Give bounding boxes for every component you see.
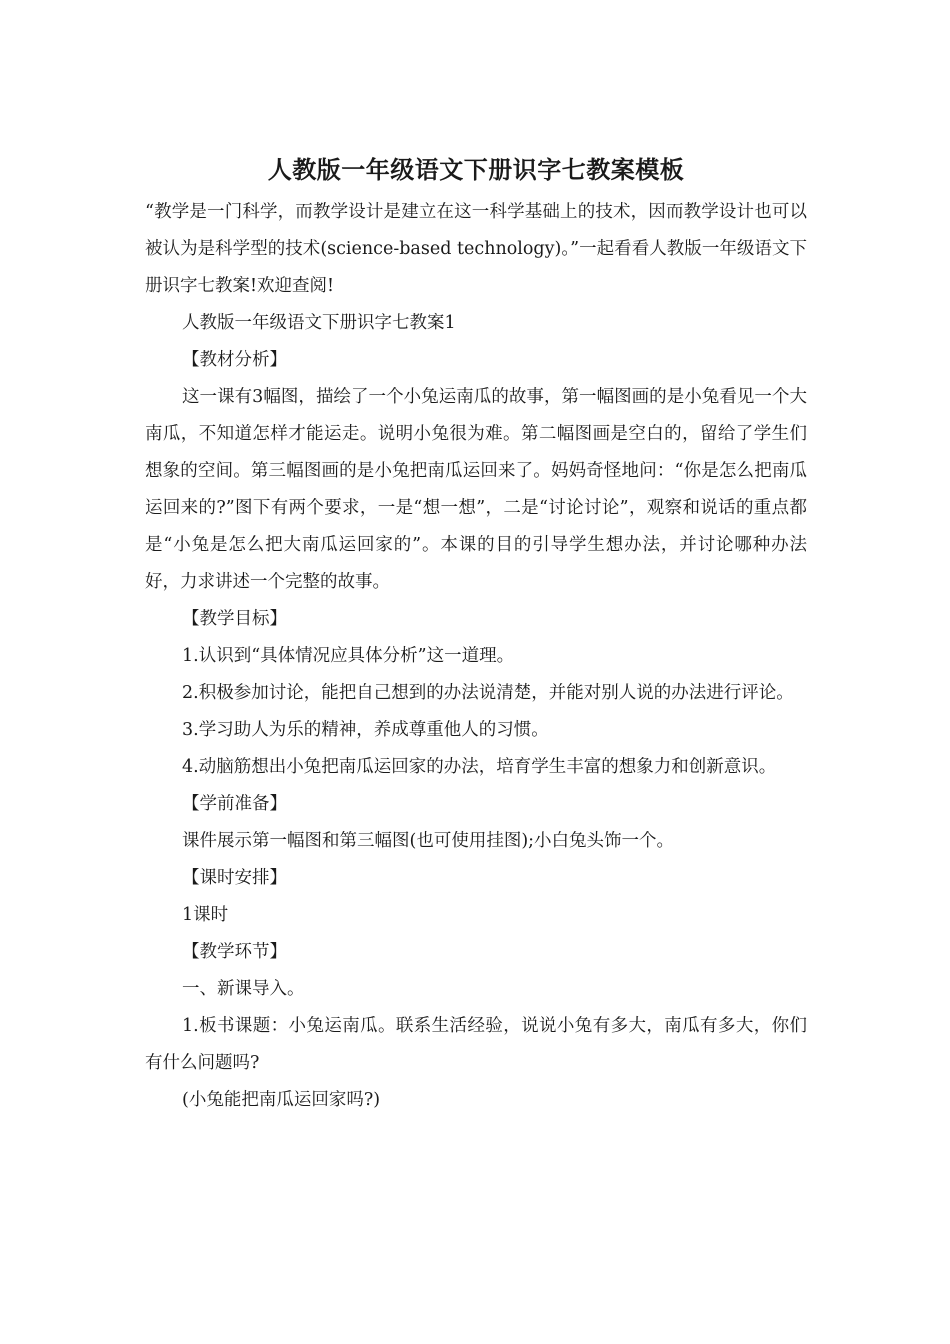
step-item-question: (小兔能把南瓜运回家吗?) (182, 1090, 381, 1110)
section-heading-textbook-analysis: 【教材分析】 (182, 350, 287, 370)
preparation-paragraph: 课件展示第一幅图和第三幅图(也可使用挂图);小白兔头饰一个。 (182, 831, 675, 851)
section-heading-teaching-steps: 【教学环节】 (182, 942, 287, 962)
goal-item-1: 1.认识到“具体情况应具体分析”这一道理。 (182, 646, 515, 666)
schedule-paragraph: 1课时 (182, 905, 229, 925)
goal-item-4: 4.动脑筋想出小兔把南瓜运回家的办法，培育学生丰富的想象力和创新意识。 (182, 757, 777, 777)
section-heading-teaching-goals: 【教学目标】 (182, 609, 287, 629)
document-title: 人教版一年级语文下册识字七教案模板 (267, 156, 685, 184)
goal-item-2: 2.积极参加讨论，能把自己想到的办法说清楚，并能对别人说的办法进行评论。 (182, 683, 794, 703)
lesson-plan-heading: 人教版一年级语文下册识字七教案1 (182, 313, 456, 333)
intro-paragraph: “教学是一门科学，而教学设计是建立在这一科学基础上的技术，因而教学设计也可以被认为是科学型的技术(science-based technology)。”一起看看人教版一年级语文下册识字七教案!欢迎查阅! (145, 202, 807, 296)
step-heading-new-lesson: 一、新课导入。 (182, 979, 305, 999)
section-heading-preparation: 【学前准备】 (182, 794, 287, 814)
textbook-analysis-paragraph: 这一课有3幅图，描绘了一个小兔运南瓜的故事，第一幅图画的是小兔看见一个大南瓜，不知道怎样才能运走。说明小兔很为难。第二幅图画是空白的，留给了学生们想象的空间。第三幅图画的是小兔把南瓜运回来了。妈妈奇怪地问：“你是怎么把南瓜运回来的?”图下有两个要求，一是“想一想”，二是“讨论讨论”，观察和说话的重点都是“小兔是怎么把大南瓜运回家的”。本课的目的引导学生想办法，并讨论哪种办法好，力求讲述一个完整的故事。 (145, 387, 807, 592)
step-item-1: 1.板书课题：小兔运南瓜。联系生活经验，说说小兔有多大，南瓜有多大，你们有什么问题吗? (145, 1016, 807, 1073)
goal-item-3: 3.学习助人为乐的精神，养成尊重他人的习惯。 (182, 720, 549, 740)
section-heading-schedule: 【课时安排】 (182, 868, 287, 888)
document-page (145, 150, 807, 1119)
